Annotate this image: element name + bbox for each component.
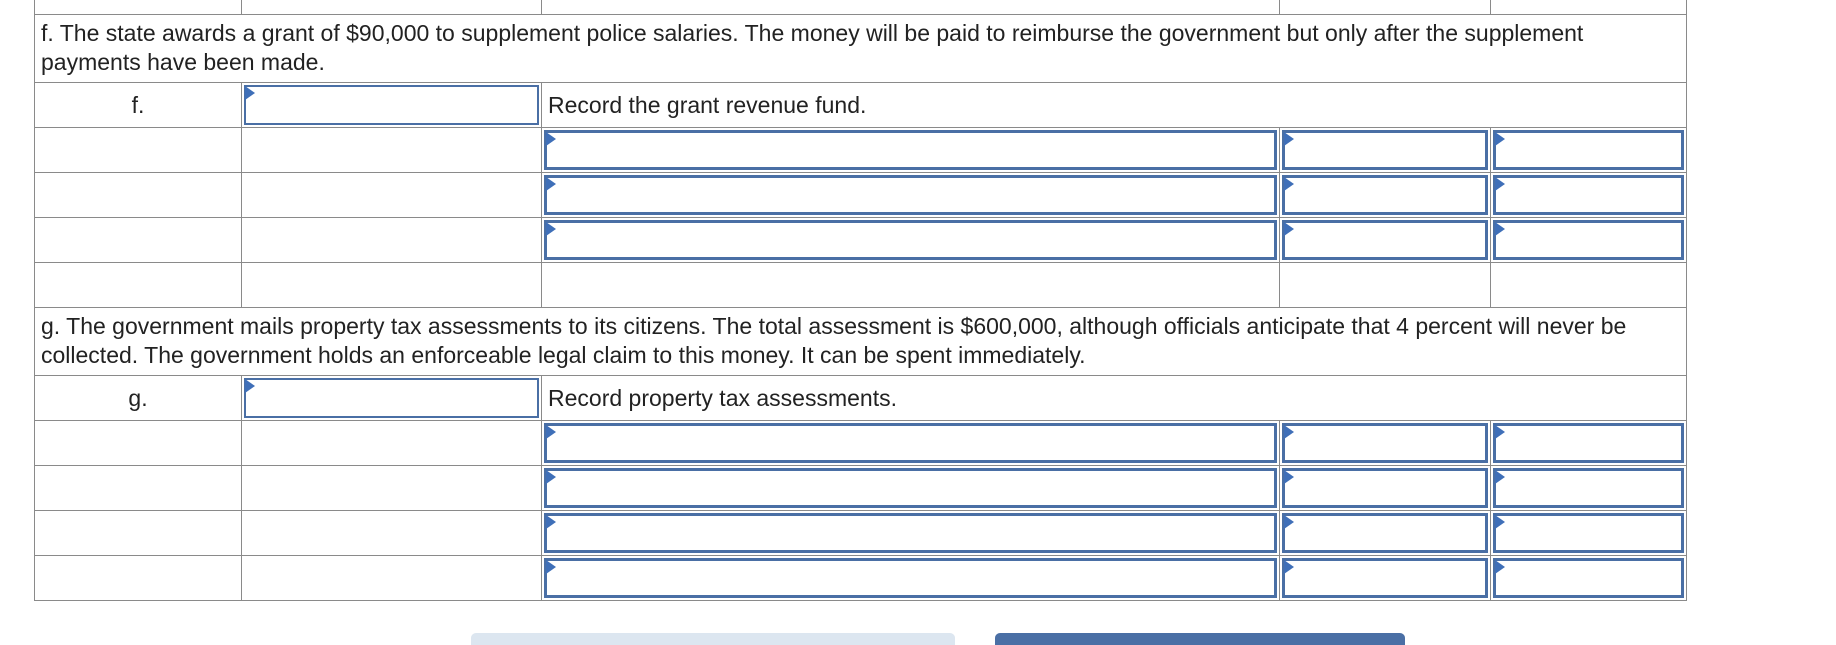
date-cell bbox=[242, 376, 542, 421]
dropdown-marker-icon bbox=[1495, 177, 1505, 191]
credit-input[interactable] bbox=[1493, 130, 1684, 170]
account-select[interactable] bbox=[544, 513, 1277, 553]
journal-line-row bbox=[35, 173, 1687, 218]
dropdown-marker-icon bbox=[546, 515, 556, 529]
transaction-label: f. bbox=[35, 83, 242, 128]
dropdown-marker-icon bbox=[1284, 177, 1294, 191]
credit-input[interactable] bbox=[1493, 220, 1684, 260]
debit-input[interactable] bbox=[1282, 175, 1488, 215]
dropdown-marker-icon bbox=[1495, 560, 1505, 574]
dropdown-marker-icon bbox=[1284, 425, 1294, 439]
credit-input[interactable] bbox=[1493, 513, 1684, 553]
journal-line-row bbox=[35, 511, 1687, 556]
credit-input[interactable] bbox=[1493, 175, 1684, 215]
table-row bbox=[35, 0, 1687, 15]
dropdown-marker-icon bbox=[1495, 425, 1505, 439]
dropdown-marker-icon bbox=[1284, 222, 1294, 236]
debit-input[interactable] bbox=[1282, 423, 1488, 463]
transaction-label: g. bbox=[35, 376, 242, 421]
dropdown-marker-icon bbox=[1284, 132, 1294, 146]
account-select[interactable] bbox=[544, 220, 1277, 260]
entry-description: Record the grant revenue fund. bbox=[542, 83, 1687, 128]
dropdown-marker-icon bbox=[546, 470, 556, 484]
dropdown-marker-icon bbox=[1495, 470, 1505, 484]
dropdown-marker-icon bbox=[546, 177, 556, 191]
journal-entry-table bbox=[34, 0, 1687, 601]
transaction-date-input[interactable] bbox=[244, 378, 539, 418]
dropdown-marker-icon bbox=[1284, 515, 1294, 529]
account-select[interactable] bbox=[544, 423, 1277, 463]
secondary-button[interactable] bbox=[471, 633, 955, 645]
dropdown-marker-icon bbox=[1495, 222, 1505, 236]
dropdown-marker-icon bbox=[1284, 470, 1294, 484]
account-select[interactable] bbox=[544, 468, 1277, 508]
entry-header-row-g bbox=[35, 376, 1687, 421]
journal-line-row bbox=[35, 421, 1687, 466]
journal-line-row bbox=[35, 128, 1687, 173]
problem-text: g. The government mails property tax assessments to its citizens. The total assessment is $600,000, although officials anticipate that 4 percent will never be collected. The government holds an enforceable legal claim to this money. It can be spent immediately. bbox=[35, 308, 1687, 376]
entry-description: Record property tax assessments. bbox=[542, 376, 1687, 421]
dropdown-marker-icon bbox=[546, 132, 556, 146]
problem-row-g bbox=[35, 308, 1687, 376]
journal-line-row bbox=[35, 556, 1687, 601]
debit-input[interactable] bbox=[1282, 220, 1488, 260]
dropdown-marker-icon bbox=[1495, 132, 1505, 146]
dropdown-marker-icon bbox=[1284, 560, 1294, 574]
dropdown-marker-icon bbox=[1495, 515, 1505, 529]
empty-row bbox=[35, 263, 1687, 308]
date-cell bbox=[242, 83, 542, 128]
problem-row-f bbox=[35, 15, 1687, 83]
account-select[interactable] bbox=[544, 558, 1277, 598]
debit-input[interactable] bbox=[1282, 130, 1488, 170]
credit-input[interactable] bbox=[1493, 558, 1684, 598]
dropdown-marker-icon bbox=[546, 425, 556, 439]
account-select[interactable] bbox=[544, 130, 1277, 170]
dropdown-marker-icon bbox=[245, 379, 255, 393]
entry-header-row-f bbox=[35, 83, 1687, 128]
transaction-date-input[interactable] bbox=[244, 85, 539, 125]
credit-input[interactable] bbox=[1493, 468, 1684, 508]
problem-text: f. The state awards a grant of $90,000 to supplement police salaries. The money will be paid to reimburse the government but only after the supplement payments have been made. bbox=[35, 15, 1687, 83]
debit-input[interactable] bbox=[1282, 558, 1488, 598]
credit-input[interactable] bbox=[1493, 423, 1684, 463]
debit-input[interactable] bbox=[1282, 513, 1488, 553]
primary-button[interactable] bbox=[995, 633, 1405, 645]
debit-input[interactable] bbox=[1282, 468, 1488, 508]
journal-line-row bbox=[35, 218, 1687, 263]
account-select[interactable] bbox=[544, 175, 1277, 215]
dropdown-marker-icon bbox=[546, 560, 556, 574]
dropdown-marker-icon bbox=[546, 222, 556, 236]
dropdown-marker-icon bbox=[245, 86, 255, 100]
journal-line-row bbox=[35, 466, 1687, 511]
